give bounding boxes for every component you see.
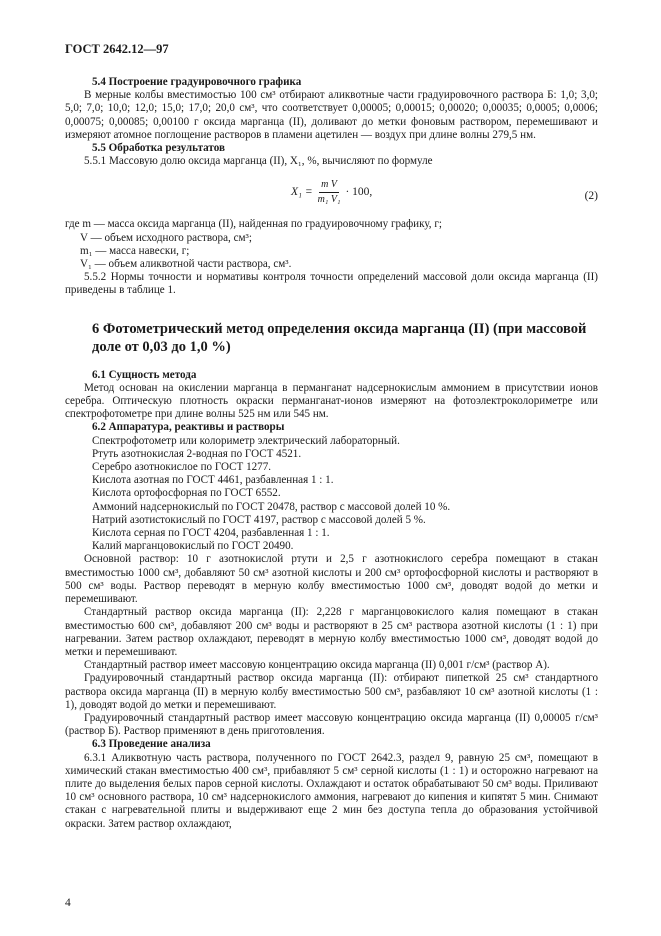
section-6-title: 6 Фотометрический метод определения оксида марганца (II) (при массовой доле от 0,03 до 1,0 %) (92, 320, 587, 355)
formula-denominator: m₁ V₁ (317, 193, 341, 205)
formula-2 (65, 168, 598, 218)
reagent-item: Спектрофотометр или колориметр электрический лабораторный. (92, 434, 400, 447)
section-5-5-heading: 5.5 Обработка результатов (92, 142, 225, 155)
basic-solution-paragraph: Основной раствор: 10 г азотнокислой ртути и 2,5 г азотнокислого серебра помещают в стакан вместимостью 1000 см³, добавляют 50 см³ азотной кислоты и 200 см³ ортофосфорной кислоты и растворяют в 500 см³ воды. Раствор переводят в мерную колбу вместимостью 1000 см³, доводят водой до метки и перемешивают. (65, 553, 598, 606)
standard-solution-paragraph: Стандартный раствор оксида марганца (II): 2,228 г марганцовокислого калия помещают в стакан вместимостью 600 см³, добавляют 200 см³ воды и растворяют в 25 см³ раствора азотной кислоты (1 : 1) при нагревании. Затем раствор охлаждают, переводят в мерную колбу вместимостью 1000 см³, доводят водой до метки и перемешивают. (65, 606, 598, 658)
reagent-item: Калий марганцовокислый по ГОСТ 20490. (92, 540, 294, 553)
formula-body (291, 178, 372, 205)
page-number: 4 (65, 897, 71, 909)
paragraph-6-3-1: 6.3.1 Аликвотную часть раствора, полученного по ГОСТ 2642.3, раздел 9, равную 25 см³, помещают в химический стакан вместимостью 400 см³, прибавляют 5 см³ серной кислоты (1 : 1) и осторожно нагревают на плите до выделения белых паров серной кислоты. Охлаждают и остаток обрабатывают 50 см³ воды. Приливают 10 см³ основного раствора, 10 см³ надсернокислого аммония, нагревают до кипения и кипятят 5 мин. Снимают стакан с нагревательной плиты и выдерживают еще 2 мин без доступа тепла до образования устойчивой окраски. Затем раствор охлаждают, (65, 751, 598, 830)
graduation-solution-concentration: Градуировочный стандартный раствор имеет массовую концентрацию оксида марганца (II) 0,00005 г/см³ (раствор Б). Раствор применяют в день приготовления. (65, 711, 598, 738)
section-6-1-heading: 6.1 Сущность метода (92, 368, 197, 381)
section-5-4-text: В мерные колбы вместимостью 100 см³ отбирают аликвотные части градуировочного раствора Б: 1,0; 3,0; 5,0; 7,0; 10,0; 12,0; 15,0; 17,0; 20,0 см³, что соответствует 0,00005; 0,00015; 0,00020; 0,00035; 0,0005; 0,0006; 0,00075; 0,00085; 0,00100 г оксида марганца (II), доливают до метки фоновым раствором, перемешивают и измеряют атомное поглощение растворов в пламени ацетилен — воздух при длине волны 279,5 нм. (65, 89, 598, 141)
reagent-item: Кислота серная по ГОСТ 4204, разбавленная 1 : 1. (92, 527, 330, 540)
standard-solution-concentration: Стандартный раствор имеет массовую концентрацию оксида марганца (II) 0,001 г/см³ (раствор А). (84, 659, 550, 672)
formula-definitions (65, 218, 598, 271)
reagent-item: Аммоний надсернокислый по ГОСТ 20478, раствор с массовой долей 10 %. (92, 500, 451, 513)
reagent-item: Серебро азотнокислое по ГОСТ 1277. (92, 461, 272, 474)
formula-lhs: X₁ = (291, 185, 313, 198)
graduation-solution-paragraph: Градуировочный стандартный раствор оксида марганца (II): отбирают пипеткой 25 см³ стандартного раствора оксида марганца (II) в мерную колбу вместимостью 500 см³, разбавляют 10 см³ азотной кислоты (1 : 1), доводят водой до метки и перемешивают. (65, 672, 598, 711)
section-5-4-heading: 5.4 Построение градуировочного графика (92, 76, 302, 88)
reagent-item: Ртуть азотнокислая 2-водная по ГОСТ 4521. (92, 447, 302, 460)
formula-number: (2) (584, 190, 598, 203)
definition-v1: V₁ — объем аликвотной части раствора, см³. (80, 258, 292, 271)
document-body (65, 76, 598, 831)
definition-m1: m₁ — масса навески, г; (80, 244, 190, 257)
section-6-1-text: Метод основан на окислении марганца в перманганат надсернокислым аммонием в присутствии ионов серебра. Оптическую плотность окраски перманганат-ионов измеряют на фотоэлектроколориметре или спектрофотометре при длине волны 525 нм или 545 нм. (65, 381, 598, 421)
formula-numerator: m V (319, 178, 339, 192)
definition-v: V — объем исходного раствора, см³; (80, 231, 252, 244)
paragraph-5-5-1: 5.5.1 Массовую долю оксида марганца (II), X₁, %, вычисляют по формуле (84, 155, 433, 168)
reagent-item: Кислота азотная по ГОСТ 4461, разбавленная 1 : 1. (92, 474, 334, 487)
reagent-item: Кислота ортофосфорная по ГОСТ 6552. (92, 487, 281, 500)
paragraph-5-5-2: 5.5.2 Нормы точности и нормативы контроля точности определений массовой доли оксида марганца (II) приведены в таблице 1. (65, 271, 598, 297)
document-header: ГОСТ 2642.12—97 (65, 42, 169, 56)
reagent-item: Натрий азотистокислый по ГОСТ 4197, раствор с массовой долей 5 %. (92, 513, 426, 526)
formula-fraction (316, 178, 343, 205)
definition-m: где m — масса оксида марганца (II), найденная по градуировочному графику, г; (65, 218, 442, 231)
formula-rhs: · 100, (345, 185, 373, 198)
section-6-2-heading: 6.2 Аппаратура, реактивы и растворы (92, 421, 285, 434)
section-6-3-heading: 6.3 Проведение анализа (92, 738, 211, 751)
